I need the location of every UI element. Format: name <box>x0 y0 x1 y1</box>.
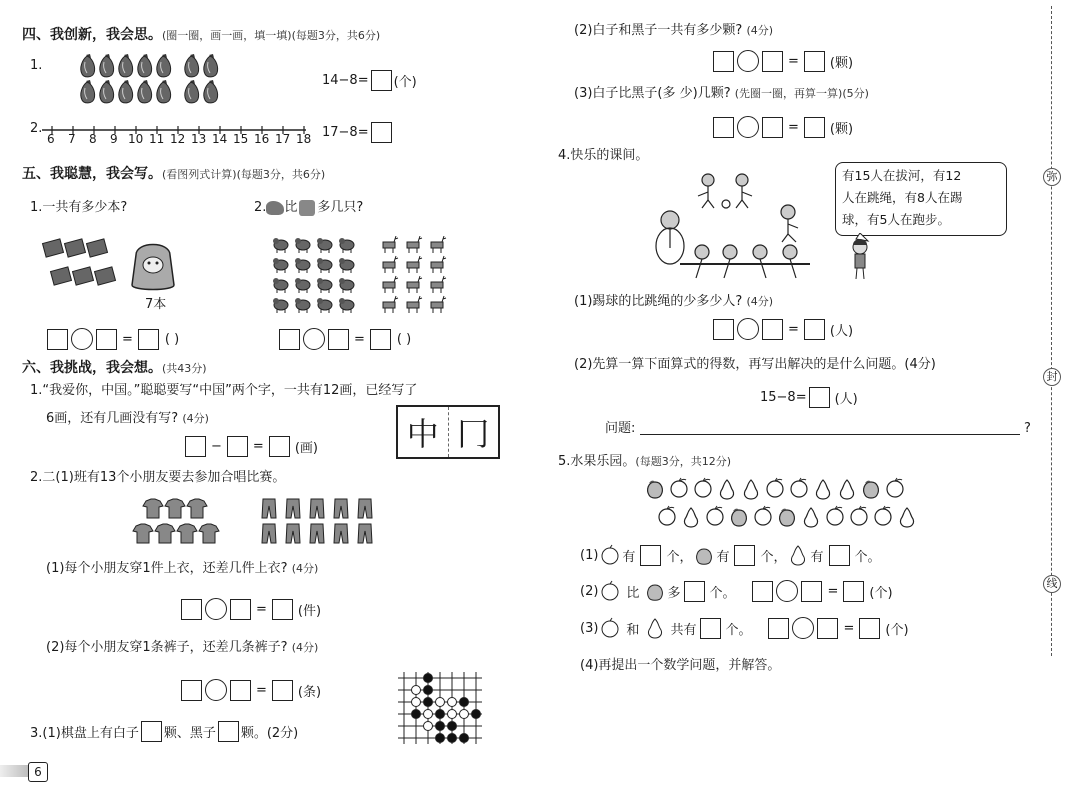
q4b-question-label: 问题: <box>605 421 636 436</box>
q5-3-box-b[interactable] <box>817 618 838 639</box>
q4a-box-result[interactable] <box>804 319 825 340</box>
q4b-answer-box[interactable] <box>809 387 830 408</box>
section-4-heading <box>22 24 380 44</box>
q5-2-box-b[interactable] <box>801 581 822 602</box>
s5-q1-op-circle[interactable] <box>71 328 93 350</box>
number-line-labels: 6 7 8 9 10 11 12 13 14 15 16 17 18 <box>47 132 312 146</box>
peach-icon <box>693 544 715 566</box>
s6-q2b-equation: = (条) <box>180 679 321 701</box>
deer-icon <box>299 200 315 216</box>
s6-q1-line1: 1.“我爱你，中国。”聪聪要写“中国”两个字，一共有12画，已经写了 <box>30 383 418 398</box>
q5-2-op-circle[interactable] <box>776 580 798 602</box>
s5-q2-box-a[interactable] <box>279 329 300 350</box>
s6-q2b-box-result[interactable] <box>272 680 293 701</box>
section-5-title: 五、我聪慧，我会写。 <box>22 166 162 182</box>
q5-3-box-a[interactable] <box>768 618 789 639</box>
q4b-equation: 15−8= (人) <box>760 387 858 408</box>
section-6-title: 六、我挑战，我会想。 <box>22 360 162 376</box>
s5-q2-text: 2. 比 多几只? <box>254 200 364 215</box>
section-6-heading <box>22 357 207 377</box>
go-board <box>394 670 486 746</box>
q4a-text: (1)踢球的比跳绳的少多少人? (4分) <box>574 294 774 309</box>
section-5-note: (看图列式计算)(每题3分，共6分) <box>162 168 326 181</box>
s4-q2-answer-box[interactable] <box>371 122 392 143</box>
q5-1-apple-box[interactable] <box>640 545 661 566</box>
s6-q1-box-a[interactable] <box>185 436 206 457</box>
q3c-box-result[interactable] <box>804 117 825 138</box>
books-and-bag-image <box>40 235 190 315</box>
s6-q2a-box-a[interactable] <box>181 599 202 620</box>
dogs-and-deer-image <box>272 236 454 314</box>
section-5-heading <box>22 163 325 183</box>
playground-image <box>650 168 820 286</box>
q3c-op-circle[interactable] <box>737 116 759 138</box>
books-caption: 7本 <box>145 297 167 312</box>
s6-q2b-box-a[interactable] <box>181 680 202 701</box>
s5-q2-box-result[interactable] <box>370 329 391 350</box>
s6-q2b-box-b[interactable] <box>230 680 251 701</box>
s6-q2b-op-circle[interactable] <box>205 679 227 701</box>
q3b-box-b[interactable] <box>762 51 783 72</box>
q5-3-box-result[interactable] <box>859 618 880 639</box>
s6-q1-equation: − = (画) <box>184 436 318 457</box>
dog-icon <box>266 201 284 215</box>
s4-q1-equation: 14−8= (个) <box>322 70 417 91</box>
apple-icon <box>599 544 621 566</box>
apple-icon <box>599 617 621 639</box>
s6-q2a-op-circle[interactable] <box>205 598 227 620</box>
s5-q2-equation: = ( ) <box>278 328 411 350</box>
sealing-dashed-line <box>1051 6 1052 656</box>
s4-q1-number: 1. <box>30 58 43 73</box>
s4-q1-answer-box[interactable] <box>371 70 392 91</box>
apple-icon <box>599 580 621 602</box>
s5-q2-box-b[interactable] <box>328 329 349 350</box>
q5-1-pear-box[interactable] <box>829 545 850 566</box>
pear-icon <box>787 544 809 566</box>
q4b-question-mark: ? <box>1024 421 1031 436</box>
q5-2-box-result[interactable] <box>843 581 864 602</box>
q4b-answer-line[interactable] <box>640 434 1020 435</box>
s4-q2-equation: 17−8= <box>322 122 393 143</box>
eggplant-icons <box>78 54 228 106</box>
s6-q1-box-result[interactable] <box>269 436 290 457</box>
q3b-text: (2)白子和黑子一共有多少颗? (4分) <box>574 23 774 38</box>
speech-bubble <box>835 162 1007 236</box>
q3c-box-a[interactable] <box>713 117 734 138</box>
s6-q1-line2: 6画，还有几画没有写? (4分) <box>46 411 209 426</box>
peach-icon <box>644 580 666 602</box>
pear-icon <box>644 617 666 639</box>
q5-2-row: (2) 比 多 个。 = (个) <box>580 580 893 602</box>
q3c-box-b[interactable] <box>762 117 783 138</box>
q5-1-row: (1) 有 个， 有 个， 有 个。 <box>580 544 881 566</box>
margin-mark-xian: 线 <box>1043 575 1061 593</box>
q3c-equation: = (颗) <box>712 116 853 138</box>
q4a-box-b[interactable] <box>762 319 783 340</box>
page-number: 6 <box>28 762 48 782</box>
q4a-box-a[interactable] <box>713 319 734 340</box>
s5-q2-op-circle[interactable] <box>303 328 325 350</box>
margin-mark-mi: 弥 <box>1043 168 1061 186</box>
character-grid <box>396 405 500 459</box>
s5-q1-equation: = ( ) <box>46 328 179 350</box>
s5-q1-box-b[interactable] <box>96 329 117 350</box>
q4a-equation: = (人) <box>712 318 853 340</box>
q5-3-op-circle[interactable] <box>792 617 814 639</box>
q5-3-total-box[interactable] <box>700 618 721 639</box>
s6-q1-box-b[interactable] <box>227 436 248 457</box>
q3c-text: (3)白子比黑子(多 少)几颗? (先圈一圈，再算一算)(5分) <box>574 86 869 101</box>
shirts-and-pants-image <box>132 496 382 548</box>
section-4-title: 四、我创新，我会思。 <box>22 27 162 43</box>
margin-mark-feng: 封 <box>1043 368 1061 386</box>
q5-2-box-a[interactable] <box>752 581 773 602</box>
q5-4-text: (4)再提出一个数学问题，并解答。 <box>580 658 781 673</box>
bubble-line-1: 有15人在拔河，有12 <box>842 168 962 183</box>
s4-q2-number: 2. <box>30 121 43 136</box>
s5-q1-text: 1.一共有多少本? <box>30 200 128 215</box>
character-zhong: 中 <box>398 407 449 457</box>
q4-title: 4.快乐的课间。 <box>558 148 649 163</box>
q3b-equation: = (颗) <box>712 50 853 72</box>
q4a-op-circle[interactable] <box>737 318 759 340</box>
s6-q2a-box-result[interactable] <box>272 599 293 620</box>
s6-q3a-text: 3.(1)棋盘上有白子 颗、黑子 颗。(2分) <box>30 721 298 742</box>
character-guo-partial: 冂 <box>457 415 490 453</box>
q5-2-diff-box[interactable] <box>684 581 705 602</box>
section-6-note: (共43分) <box>162 362 207 375</box>
s5-q1-box-a[interactable] <box>47 329 68 350</box>
s6-q2a-box-b[interactable] <box>230 599 251 620</box>
q5-1-peach-box[interactable] <box>734 545 755 566</box>
q3b-box-result[interactable] <box>804 51 825 72</box>
s6-q3a-white-box[interactable] <box>141 721 162 742</box>
s6-q2a-equation: = (件) <box>180 598 321 620</box>
bubble-line-3: 球，有5人在跑步。 <box>842 212 950 227</box>
s6-q3a-black-box[interactable] <box>218 721 239 742</box>
s6-q2a-text: (1)每个小朋友穿1件上衣，还差几件上衣? (4分) <box>46 561 319 576</box>
girl-speaker-image <box>846 233 882 283</box>
fruits-image <box>645 476 925 532</box>
q4b-text: (2)先算一算下面算式的得数，再写出解决的是什么问题。(4分) <box>574 357 936 372</box>
section-4-note: (圈一圈，画一画，填一填)(每题3分，共6分) <box>162 29 381 42</box>
q5-heading: 5.水果乐园。(每题3分，共12分) <box>558 454 731 469</box>
bubble-line-2: 人在跳绳，有8人在踢 <box>842 190 963 205</box>
page-tab-decoration <box>0 765 30 777</box>
s6-q2b-text: (2)每个小朋友穿1条裤子，还差几条裤子? (4分) <box>46 640 319 655</box>
s5-q1-box-result[interactable] <box>138 329 159 350</box>
s6-q2-intro: 2.二(1)班有13个小朋友要去参加合唱比赛。 <box>30 470 286 485</box>
q5-3-row: (3) 和 共有 个。 = (个) <box>580 617 909 639</box>
q3b-box-a[interactable] <box>713 51 734 72</box>
q3b-op-circle[interactable] <box>737 50 759 72</box>
